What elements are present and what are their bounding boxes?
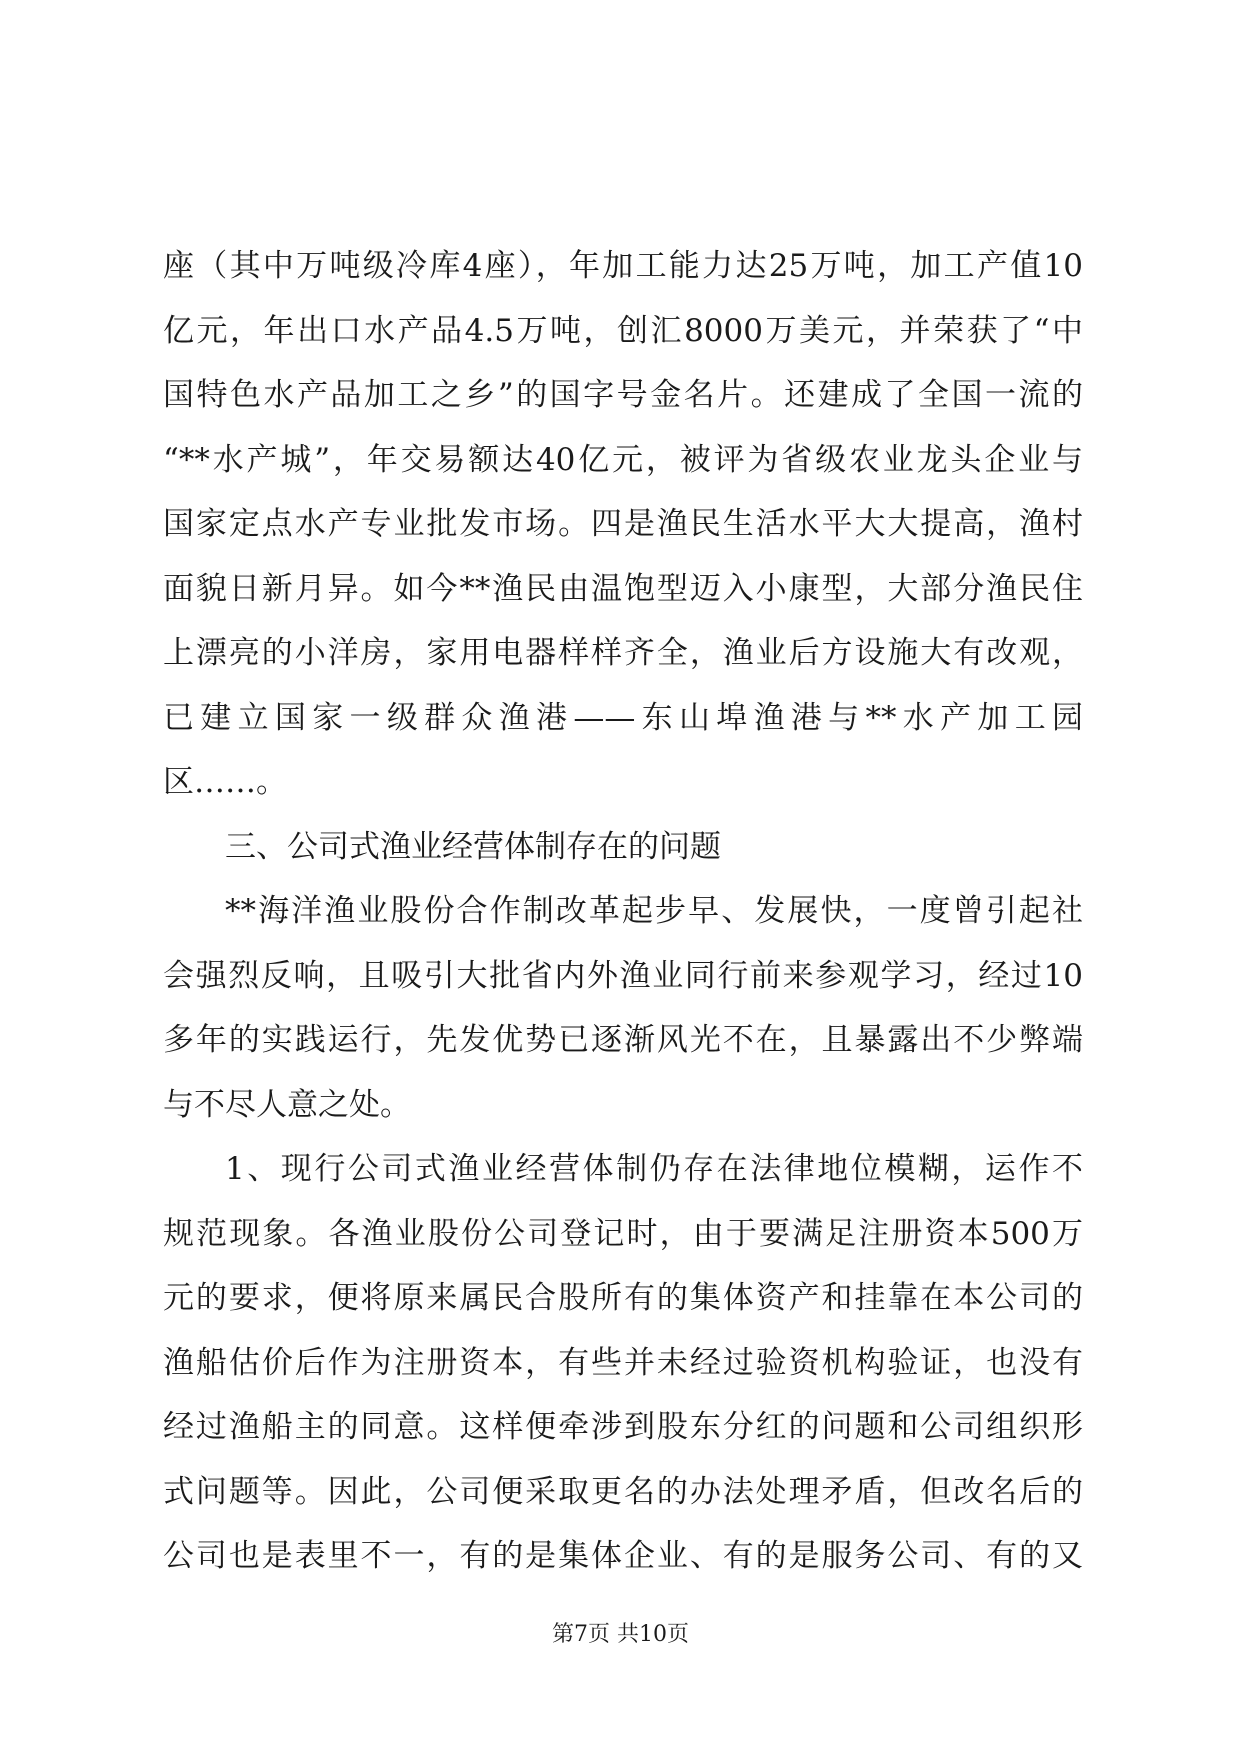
text-line: 1、现行公司式渔业经营体制仍存在法律地位模糊，运作不 [225, 1151, 1083, 1187]
text-line: 渔船估价后作为注册资本，有些并未经过验资机构验证，也没有 [163, 1344, 1083, 1381]
text-line: 座（其中万吨级冷库4座），年加工能力达25万吨，加工产值10 [163, 248, 1083, 284]
text-line: 会强烈反响，且吸引大批省内外渔业同行前来参观学习，经过10 [163, 957, 1083, 994]
text-line: 面貌日新月异。如今**渔民由温饱型迈入小康型，大部分渔民住 [163, 570, 1083, 607]
text-line: 公司也是表里不一，有的是集体企业、有的是服务公司、有的又 [163, 1538, 1083, 1574]
text-line: 国家定点水产专业批发市场。四是渔民生活水平大大提高，渔村 [163, 506, 1083, 542]
text-line: 式问题等。因此，公司便采取更名的办法处理矛盾，但改名后的 [163, 1473, 1083, 1510]
text-line: 国特色水产品加工之乡”的国字号金名片。还建成了全国一流的 [163, 377, 1083, 413]
text-line: 经过渔船主的同意。这样便牵涉到股东分红的问题和公司组织形 [163, 1409, 1083, 1445]
text-line: 亿元，年出口水产品4.5万吨，创汇8000万美元，并荣获了“中 [163, 312, 1083, 349]
section-heading: 三、公司式渔业经营体制存在的问题 [225, 828, 721, 865]
text-line: 规范现象。各渔业股份公司登记时，由于要满足注册资本500万 [163, 1215, 1083, 1252]
text-line: “**水产城”，年交易额达40亿元，被评为省级农业龙头企业与 [163, 441, 1083, 478]
text-line: **海洋渔业股份合作制改革起步早、发展快，一度曾引起社 [225, 893, 1083, 929]
text-line: 多年的实践运行，先发优势已逐渐风光不在，且暴露出不少弊端 [163, 1022, 1083, 1058]
page-number-footer: 第7页 共10页 [552, 1622, 689, 1647]
text-line: 与不尽人意之处。 [163, 1086, 411, 1123]
text-line: 区……。 [163, 764, 287, 800]
text-line: 已建立国家一级群众渔港——东山埠渔港与**水产加工园 [163, 699, 1083, 736]
text-line: 上漂亮的小洋房，家用电器样样齐全，渔业后方设施大有改观， [163, 635, 1083, 671]
document-body [163, 234, 1083, 1589]
text-line: 元的要求，便将原来属民合股所有的集体资产和挂靠在本公司的 [163, 1280, 1083, 1316]
